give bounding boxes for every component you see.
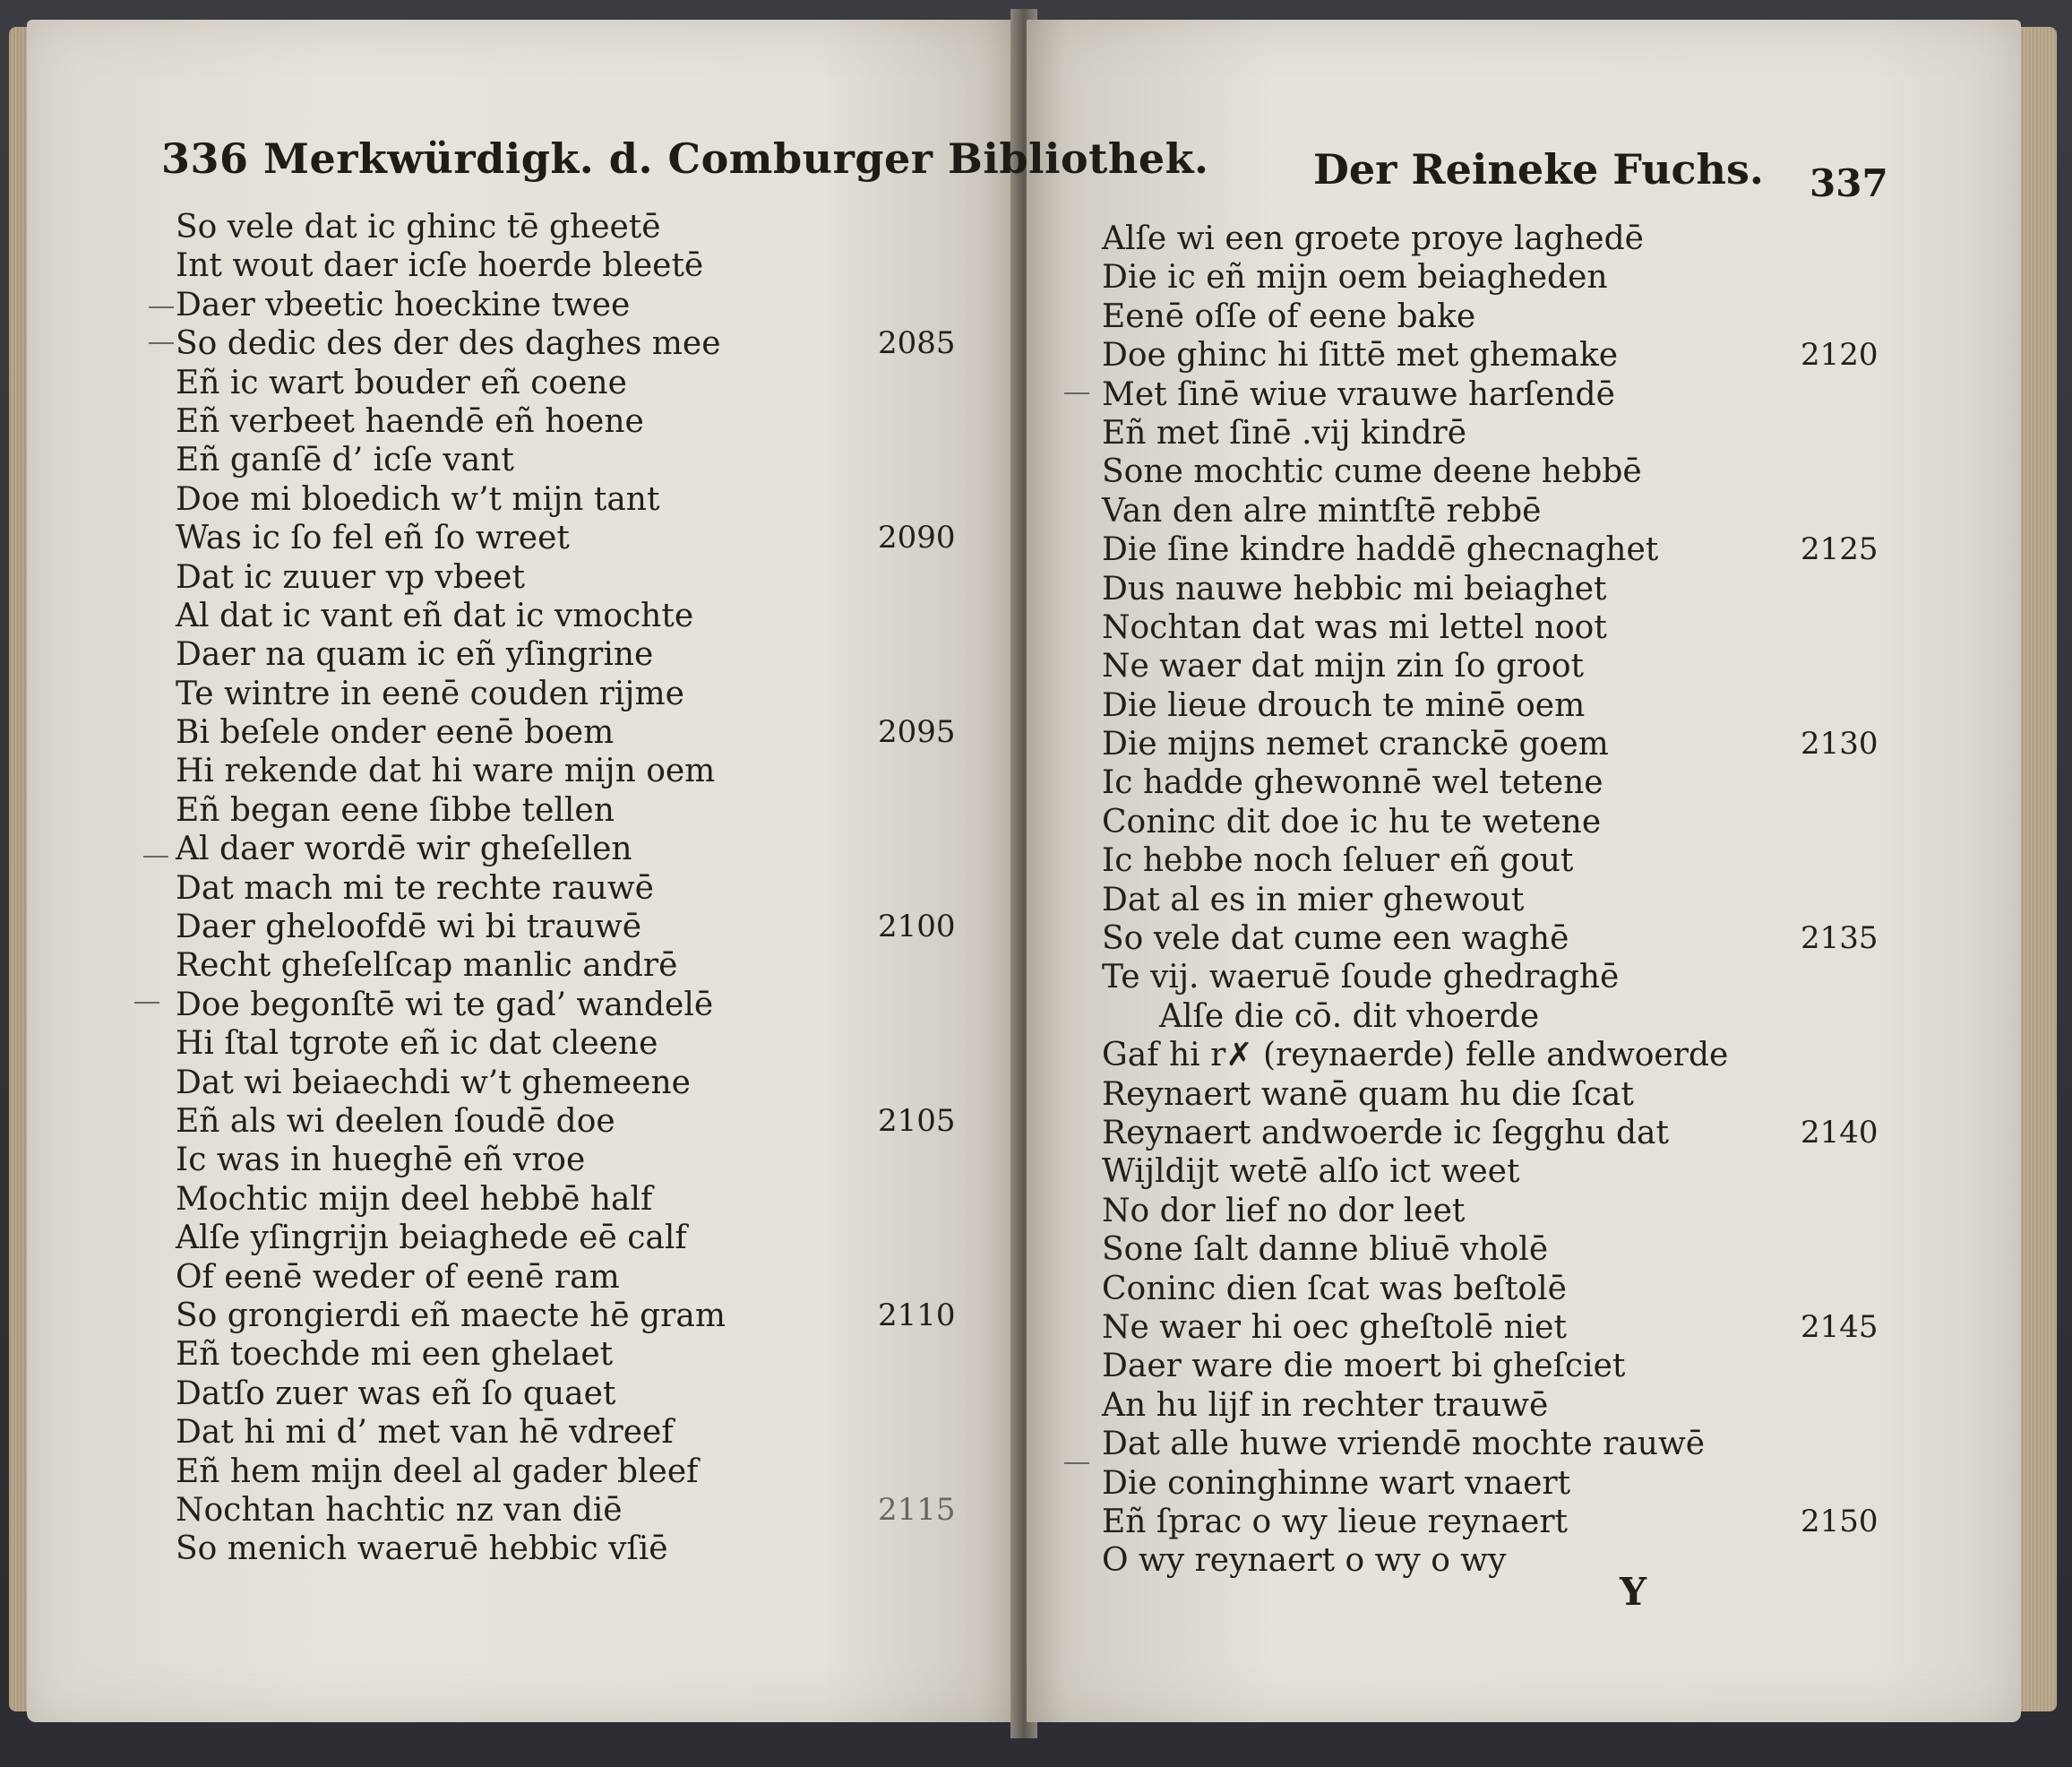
verse-text: Ic was in hueghē eñ vroe (176, 1142, 586, 1179)
line-number: 2115 (878, 1491, 956, 1528)
verse-text: Dat alle huwe vriendē mochte rauwē (1102, 1426, 1706, 1463)
verse-line (1102, 803, 1890, 841)
verse-line (176, 1491, 982, 1530)
verse-line (176, 1219, 982, 1257)
verse-text: Eñ hem mijn deel al gader bleef (176, 1452, 699, 1490)
verse-text: So dedic des der des daghes mee (176, 325, 721, 363)
verse-text: So vele dat ic ghinc tē gheetē (176, 209, 661, 246)
line-number: 2130 (1801, 726, 1879, 763)
verse-text: Coninc dien ſcat was beſtolē (1102, 1270, 1567, 1307)
verse-text: Hi rekende dat hi ware mijn oem (176, 753, 716, 790)
verse-text: Dat al es in mier ghewout (1102, 881, 1525, 918)
verse-line (176, 946, 982, 985)
line-number: 2150 (1801, 1503, 1879, 1539)
right-page-verse-lines (1102, 220, 1890, 1581)
verse-text: Daer ware die moert bi gheſciet (1102, 1348, 1626, 1385)
verse-text: Gaf hi r✗ (reynaerde) felle andwoerde (1102, 1037, 1729, 1074)
verse-text: Daer na quam ic eñ yſingrine (176, 636, 654, 674)
verse-text: Ne waer dat mijn zin ſo groot (1102, 648, 1584, 685)
verse-line (1102, 1192, 1890, 1230)
verse-line (176, 364, 982, 402)
verse-text: Nochtan dat was mi lettel noot (1102, 608, 1607, 646)
line-number: 2100 (878, 909, 956, 945)
verse-line (1102, 530, 1890, 569)
verse-text: No dor lief no dor leet (1102, 1192, 1466, 1229)
verse-text: Al daer wordē wir gheſellen (176, 831, 632, 868)
verse-line (1102, 1425, 1890, 1463)
verse-line (176, 1452, 982, 1491)
page-edges-right (2021, 27, 2057, 1711)
verse-line (176, 402, 982, 441)
verse-line (1102, 958, 1890, 996)
verse-line (176, 635, 982, 674)
verse-line (176, 558, 982, 597)
right-page-number: 337 (1810, 161, 1888, 205)
verse-line (1102, 336, 1890, 375)
verse-line (176, 1375, 982, 1413)
margin-mark (143, 856, 168, 858)
verse-text: Ne waer hi oec gheſtolē niet (1102, 1308, 1567, 1346)
verse-line (176, 1335, 982, 1374)
verse-line (176, 791, 982, 830)
verse-line (176, 1064, 982, 1102)
verse-text: Mochtic mijn deel hebbē half (176, 1180, 653, 1218)
verse-text: Recht gheſelſcap manlic andrē (176, 947, 678, 985)
verse-text: Was ic ſo fel eñ ſo wreet (176, 520, 570, 557)
verse-text: Datſo zuer was eñ ſo quaet (176, 1375, 616, 1412)
margin-mark (134, 1002, 159, 1004)
verse-line (1102, 453, 1890, 491)
margin-mark (149, 342, 174, 344)
verse-text: Ic hadde ghewonnē wel tetene (1102, 764, 1603, 802)
verse-text: Dat ic zuuer vp ᴠbeet (176, 558, 525, 596)
line-number: 2140 (1801, 1114, 1879, 1151)
verse-text: Eñ ic wart bouder eñ coene (176, 364, 627, 401)
verse-text: Doe mi bloedich w’t mijn tant (176, 480, 660, 518)
verse-text: Die coninghinne wart ᴠnaert (1102, 1464, 1571, 1502)
verse-line (176, 1141, 982, 1179)
verse-text: Bi beſele onder eenē boem (176, 714, 615, 752)
verse-text: Die ſine kindre haddē ghecnaghet (1102, 531, 1659, 569)
verse-text: O wy reynaert o wy o wy (1102, 1542, 1507, 1580)
verse-line (1102, 1386, 1890, 1425)
verse-line (1102, 997, 1890, 1036)
verse-line (1102, 1152, 1890, 1191)
verse-text: Dat mach mi te rechte rauwē (176, 869, 654, 907)
verse-text: Ic hebbe noch ſeluer eñ gout (1102, 842, 1574, 880)
verse-text: Eñ met ſinē .vij kindrē (1102, 414, 1467, 452)
verse-text: Hi ſtal tgrote eñ ic dat cleene (176, 1025, 658, 1063)
verse-line (1102, 1308, 1890, 1347)
verse-line (1102, 1114, 1890, 1152)
line-number: 2120 (1801, 337, 1879, 374)
verse-line (176, 1413, 982, 1452)
left-page-verse-lines (176, 208, 982, 1569)
verse-text: Dat hi mi d’ met van hē ᴠdreef (176, 1414, 674, 1452)
line-number: 2110 (878, 1297, 956, 1333)
verse-text: Met ſinē wiue vrauwe harſendē (1102, 375, 1615, 413)
verse-line (1102, 1230, 1890, 1269)
verse-line (1102, 1075, 1890, 1114)
verse-line (176, 1258, 982, 1297)
verse-text: So grongierdi eñ maecte hē gram (176, 1297, 726, 1334)
verse-line (1102, 414, 1890, 453)
line-number: 2095 (878, 714, 956, 751)
verse-line (1102, 375, 1890, 414)
margin-mark (1064, 1462, 1089, 1464)
verse-text: Daer ᴠbeetic hoeckine twee (176, 286, 631, 323)
verse-text: So menich waeruē hebbic ᴠſiē (176, 1530, 668, 1568)
verse-line (1102, 763, 1890, 802)
verse-line (176, 597, 982, 635)
verse-text: Alſe yſingrijn beiaghede eē calf (176, 1220, 687, 1257)
verse-line (1102, 841, 1890, 880)
verse-text: Eñ ſprac o wy lieue reynaert (1102, 1503, 1569, 1540)
verse-line (1102, 881, 1890, 919)
signature-mark: Y (1620, 1570, 1646, 1614)
verse-text: Al dat ic vant eñ dat ic ᴠmochte (176, 597, 694, 634)
verse-line (1102, 919, 1890, 958)
left-page-header: 336 Merkwürdigk. d. Comburger Bibliothek. (161, 134, 1209, 183)
verse-text: Eñ toechde mi een ghelaet (176, 1336, 614, 1374)
right-page-header: Der Reineke Fuchs. (1313, 145, 1764, 194)
verse-text: Reynaert andwoerde ic ſegghu dat (1102, 1114, 1669, 1151)
verse-line (1102, 1503, 1890, 1541)
line-number: 2090 (878, 520, 956, 556)
verse-text: Wijldijt wetē alſo ict weet (1102, 1153, 1520, 1191)
verse-text: Of eenē weder of eenē ram (176, 1258, 620, 1296)
verse-line (1102, 220, 1890, 258)
verse-line (1102, 570, 1890, 608)
line-number: 2085 (878, 325, 956, 362)
verse-line (176, 1102, 982, 1141)
line-number: 2135 (1801, 920, 1879, 957)
line-number: 2125 (1801, 531, 1879, 568)
verse-line (1102, 647, 1890, 685)
verse-text: Reynaert wanē quam hu die ſcat (1102, 1075, 1634, 1113)
verse-line (176, 1530, 982, 1568)
verse-text: Doe begonſtē wi te gad’ wandelē (176, 986, 714, 1023)
verse-line (176, 286, 982, 324)
verse-text: Dus nauwe hebbic mi beiaghet (1102, 570, 1607, 608)
line-number: 2145 (1801, 1308, 1879, 1345)
verse-line (1102, 1036, 1890, 1074)
verse-line (1102, 1464, 1890, 1503)
verse-line (1102, 725, 1890, 763)
verse-line (176, 908, 982, 946)
verse-text: Alſe die cō. dit ᴠhoerde (1159, 997, 1540, 1035)
verse-line (176, 441, 982, 479)
verse-text: Te vij. waeruē ſoude ghedraghē (1102, 959, 1620, 996)
verse-text: Daer gheloofdē wi bi trauwē (176, 909, 642, 946)
verse-line (1102, 608, 1890, 647)
verse-text: Eñ verbeet haendē eñ hoene (176, 402, 644, 440)
verse-text: Die lieue drouch te minē oem (1102, 686, 1586, 724)
verse-line (1102, 1347, 1890, 1385)
verse-text: Sone mochtic cume deene hebbē (1102, 453, 1642, 491)
verse-text: Eenē oſſe of eene bake (1102, 297, 1476, 335)
verse-line (176, 208, 982, 246)
margin-mark (149, 306, 174, 308)
verse-text: Coninc dit doe ic hu te wetene (1102, 803, 1602, 840)
verse-line (176, 1024, 982, 1063)
verse-line (176, 713, 982, 752)
verse-text: Sone ſalt danne bliuē ᴠholē (1102, 1231, 1549, 1269)
verse-text: So vele dat cume een waghē (1102, 920, 1569, 958)
verse-line (176, 246, 982, 285)
verse-line (1102, 686, 1890, 725)
verse-line (1102, 1541, 1890, 1580)
verse-line (176, 324, 982, 363)
verse-line (1102, 297, 1890, 336)
verse-line (176, 1297, 982, 1335)
verse-line (176, 1180, 982, 1219)
verse-line (176, 752, 982, 790)
verse-text: Int wout daer icſe hoerde bleetē (176, 247, 704, 285)
verse-line (176, 519, 982, 557)
verse-text: Van den alre mintſtē rebbē (1102, 492, 1542, 530)
verse-text: Alſe wi een groete proye laghedē (1102, 220, 1644, 257)
verse-line (1102, 1270, 1890, 1308)
verse-text: Te wintre in eenē couden rijme (176, 675, 684, 712)
verse-text: Die mijns nemet cranckē goem (1102, 726, 1609, 763)
verse-text: Dat wi beiaechdi w’t ghemeene (176, 1064, 691, 1101)
verse-line (1102, 258, 1890, 297)
verse-line (176, 675, 982, 713)
verse-line (1102, 492, 1890, 530)
verse-line (176, 869, 982, 908)
verse-line (176, 480, 982, 519)
verse-text: Doe ghinc hi ſittē met ghemake (1102, 337, 1619, 375)
margin-mark (1064, 392, 1089, 394)
verse-text: An hu lijf in rechter trauwē (1102, 1386, 1549, 1424)
verse-text: Eñ ganſē d’ icſe vant (176, 442, 514, 479)
verse-text: Eñ als wi deelen ſoudē doe (176, 1102, 615, 1140)
verse-text: Die ic eñ mijn oem beiagheden (1102, 259, 1608, 297)
line-number: 2105 (878, 1102, 956, 1139)
verse-text: Nochtan hachtic nz van diē (176, 1491, 623, 1529)
verse-text: Eñ began eene ſibbe tellen (176, 791, 615, 829)
verse-line (176, 830, 982, 868)
verse-line (176, 986, 982, 1024)
